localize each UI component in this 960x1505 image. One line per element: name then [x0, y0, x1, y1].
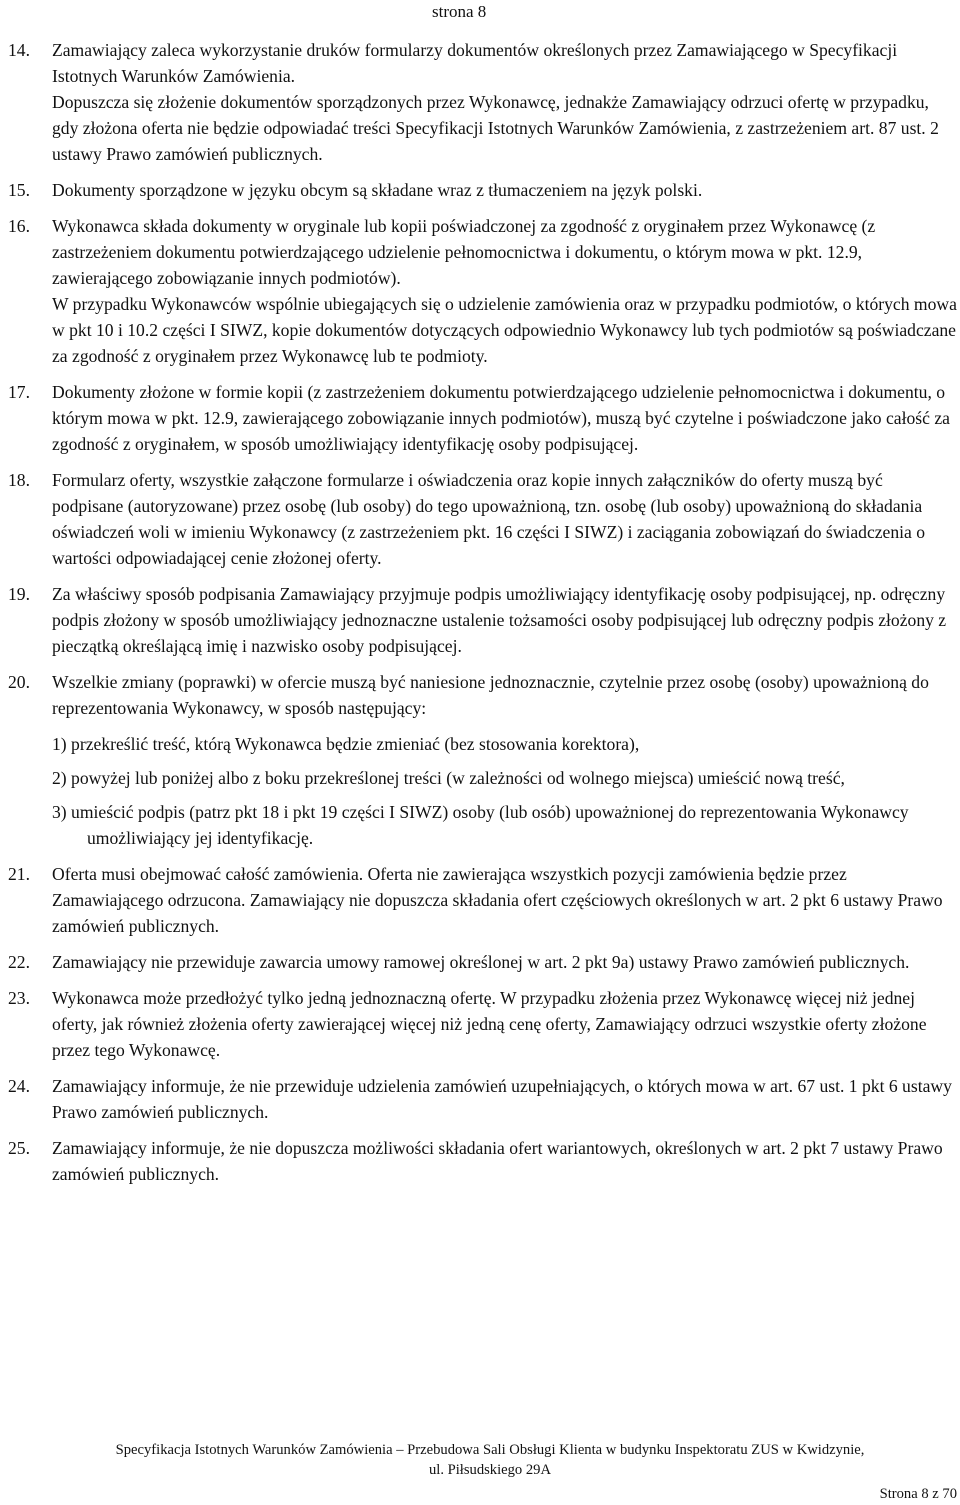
- page-header-label: strona 8: [432, 2, 487, 21]
- subitem-list: [52, 731, 958, 851]
- section-item: [8, 1135, 958, 1187]
- section-number: 20.: [8, 672, 30, 692]
- subitem: 1) przekreślić treść, którą Wykonawca będzie zmieniać (bez stosowania korektora),: [52, 734, 640, 754]
- section-paragraph: W przypadku Wykonawców wspólnie ubiegających się o udzielenie zamówienia oraz w przypadku podmiotów, o których mowa w pkt 10 i 10.2 części I SIWZ, kopie dokumentów dotyczących odpowiednio Wykonawcy lub tych podmiotów są poświadczane za zgodność z oryginałem przez Wykonawcę lub te podmioty.: [52, 294, 957, 366]
- section-item: [8, 949, 958, 975]
- section-item: [8, 1073, 958, 1125]
- section-item: [8, 379, 958, 457]
- page-footer: [40, 1440, 940, 1480]
- section-item: [8, 37, 958, 167]
- section-paragraph: Zamawiający informuje, że nie przewiduje udzielenia zamówień uzupełniających, o których mowa w art. 67 ust. 1 pkt 6 ustawy Prawo zamówień publicznych.: [52, 1076, 952, 1122]
- section-item: [8, 985, 958, 1063]
- section-number: 15.: [8, 180, 30, 200]
- subitem: 2) powyżej lub poniżej albo z boku przekreślonej treści (w zależności od wolnego miejsca) umieścić nową treść,: [52, 768, 845, 788]
- section-paragraph: Za właściwy sposób podpisania Zamawiający przyjmuje podpis umożliwiający identyfikację osoby podpisującej, np. odręczny podpis złożony w sposób umożliwiający jednoznaczne ustalenie tożsamości osoby podpisującej lub odręczny podpis złożony z pieczątką określającą imię i nazwisko osoby podpisującej.: [52, 584, 947, 656]
- section-number: 17.: [8, 382, 30, 402]
- section-paragraph: Wszelkie zmiany (poprawki) w ofercie muszą być naniesione jednoznacznie, czytelnie przez osobę (osoby) upoważnioną do reprezentowania Wykonawcy, w sposób następujący:: [52, 672, 929, 718]
- section-number: 18.: [8, 470, 30, 490]
- footer-line-2: ul. Piłsudskiego 29A: [428, 1462, 552, 1478]
- section-number: 14.: [8, 40, 30, 60]
- section-item: [8, 467, 958, 571]
- section-number: 22.: [8, 952, 30, 972]
- section-paragraph: Formularz oferty, wszystkie załączone formularze i oświadczenia oraz kopie innych załączników do oferty muszą być podpisane (autoryzowane) przez osobę (lub osoby) do tego upoważnioną, tzn. osobę (lub osoby) upoważnioną do składania oświadczeń woli w imieniu Wykonawcy (z zastrzeżeniem pkt. 16 części I SIWZ) i zaciągania zobowiązań do świadczenia o wartości odpowiadającej cenie złożonej oferty.: [52, 470, 926, 568]
- section-number: 24.: [8, 1076, 30, 1096]
- page-number: Strona 8 z 70: [879, 1486, 957, 1502]
- section-paragraph: Dokumenty sporządzone w języku obcym są składane wraz z tłumaczeniem na język polski.: [52, 180, 703, 200]
- section-paragraph: Wykonawca może przedłożyć tylko jedną jednoznaczną ofertę. W przypadku złożenia przez Wykonawcę więcej niż jednej oferty, jak również złożenia oferty zawierającej więcej niż jedną cenę oferty, Zamawiający odrzuci wszystkie oferty złożone przez tego Wykonawcę.: [52, 988, 927, 1060]
- section-paragraph: Zamawiający zaleca wykorzystanie druków formularzy dokumentów określonych przez Zamawiającego w Specyfikacji Istotnych Warunków Zamówienia.: [52, 40, 898, 86]
- section-number: 16.: [8, 216, 30, 236]
- section-item: [8, 669, 958, 851]
- section-number: 23.: [8, 988, 30, 1008]
- section-paragraph: Zamawiający informuje, że nie dopuszcza możliwości składania ofert wariantowych, określonych w art. 2 pkt 7 ustawy Prawo zamówień publicznych.: [52, 1138, 943, 1184]
- document-body: [8, 37, 958, 1197]
- section-number: 19.: [8, 584, 30, 604]
- footer-line-1: Specyfikacja Istotnych Warunków Zamówienia – Przebudowa Sali Obsługi Klienta w budynku Inspektoratu ZUS w Kwidzynie,: [115, 1442, 865, 1458]
- section-item: [8, 177, 958, 203]
- section-number: 25.: [8, 1138, 30, 1158]
- section-number: 21.: [8, 864, 30, 884]
- section-paragraph: Wykonawca składa dokumenty w oryginale lub kopii poświadczonej za zgodność z oryginałem przez Wykonawcę (z zastrzeżeniem dokumentu potwierdzającego udzielenie pełnomocnictwa i dokumentu, o którym mowa w pkt. 12.9, zawierającego zobowiązanie innych podmiotów).: [52, 216, 876, 288]
- subitem: 3) umieścić podpis (patrz pkt 18 i pkt 19 części I SIWZ) osoby (lub osób) upoważnionej do reprezentowania Wykonawcy umożliwiający jej identyfikację.: [52, 802, 909, 848]
- section-paragraph: Dopuszcza się złożenie dokumentów sporządzonych przez Wykonawcę, jednakże Zamawiający odrzuci ofertę w przypadku, gdy złożona oferta nie będzie odpowiadać treści Specyfikacji Istotnych Warunków Zamówienia, z zastrzeżeniem art. 87 ust. 2 ustawy Prawo zamówień publicznych.: [52, 92, 939, 164]
- section-paragraph: Zamawiający nie przewiduje zawarcia umowy ramowej określonej w art. 2 pkt 9a) ustawy Prawo zamówień publicznych.: [52, 952, 910, 972]
- section-paragraph: Dokumenty złożone w formie kopii (z zastrzeżeniem dokumentu potwierdzającego udzielenie pełnomocnictwa i dokumentu, o którym mowa w pkt. 12.9, zawierającego zobowiązanie innych podmiotów), muszą być czytelne i poświadczone jako całość za zgodność z oryginałem, w sposób umożliwiający identyfikację osoby podpisującej.: [52, 382, 950, 454]
- section-item: [8, 861, 958, 939]
- section-item: [8, 581, 958, 659]
- section-paragraph: Oferta musi obejmować całość zamówienia. Oferta nie zawierająca wszystkich pozycji zamówienia będzie przez Zamawiającego odrzucona. Zamawiający nie dopuszcza składania ofert częściowych określonych w art. 2 pkt 6 ustawy Prawo zamówień publicznych.: [52, 864, 943, 936]
- section-item: [8, 213, 958, 369]
